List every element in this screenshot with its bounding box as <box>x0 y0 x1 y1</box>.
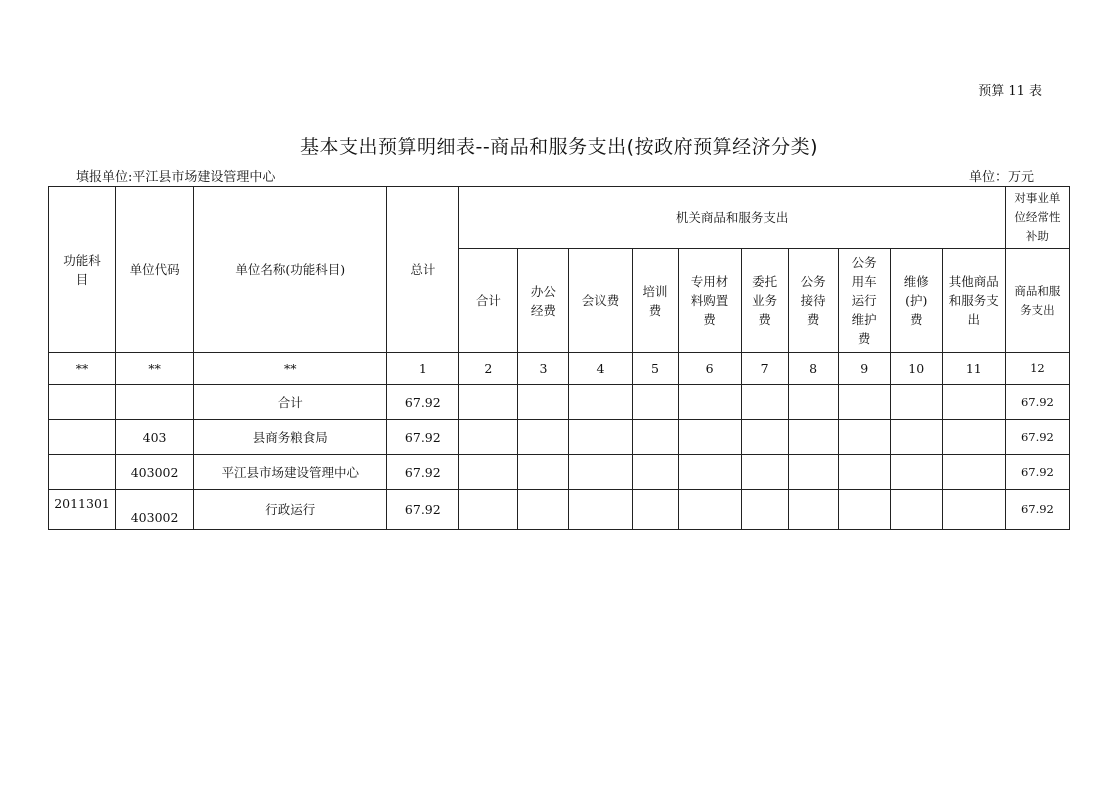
cell-value <box>518 455 569 490</box>
cell-total: 67.92 <box>387 455 459 490</box>
cell-value <box>741 490 788 530</box>
cell-value <box>632 455 678 490</box>
index-cell: 10 <box>890 353 942 385</box>
cell-value <box>459 385 518 420</box>
cell-value <box>518 420 569 455</box>
index-cell: 6 <box>678 353 741 385</box>
cell-func <box>49 490 116 530</box>
header-col-repair: 维修(护)费 <box>890 249 942 353</box>
index-cell: 5 <box>632 353 678 385</box>
cell-value <box>741 385 788 420</box>
cell-value <box>942 385 1005 420</box>
budget-table <box>48 186 1070 530</box>
cell-value <box>890 455 942 490</box>
index-row <box>49 353 1070 385</box>
cell-code <box>116 490 194 530</box>
cell-name: 县商务粮食局 <box>194 420 387 455</box>
table-row <box>49 420 1070 455</box>
cell-value <box>788 490 838 530</box>
cell-subsidy: 67.92 <box>1005 385 1069 420</box>
cell-value <box>518 490 569 530</box>
cell-value <box>518 385 569 420</box>
index-cell: 8 <box>788 353 838 385</box>
cell-value <box>890 420 942 455</box>
index-cell: 1 <box>387 353 459 385</box>
cell-value <box>569 385 632 420</box>
header-unit-name: 单位名称(功能科目) <box>194 187 387 353</box>
cell-value <box>678 420 741 455</box>
index-cell: 3 <box>518 353 569 385</box>
cell-value <box>678 385 741 420</box>
cell-value <box>741 420 788 455</box>
cell-value <box>459 420 518 455</box>
cell-value <box>890 490 942 530</box>
header-col-other: 其他商品和服务支出 <box>942 249 1005 353</box>
cell-value <box>942 490 1005 530</box>
cell-value <box>942 455 1005 490</box>
index-cell: ** <box>116 353 194 385</box>
form-number: 预算 11 表 <box>978 84 1042 99</box>
filling-unit: 填报单位:平江县市场建设管理中心 <box>76 170 276 185</box>
cell-total: 67.92 <box>387 385 459 420</box>
cell-name: 行政运行 <box>194 490 387 530</box>
header-func-subject: 功能科目 <box>49 187 116 353</box>
page-title: 基本支出预算明细表--商品和服务支出(按政府预算经济分类) <box>299 136 819 158</box>
cell-value <box>942 420 1005 455</box>
header-col-goods-services: 商品和服务支出 <box>1005 249 1069 353</box>
table-row <box>49 490 1070 530</box>
cell-subsidy: 67.92 <box>1005 420 1069 455</box>
header-unit-code: 单位代码 <box>116 187 194 353</box>
table-row <box>49 385 1070 420</box>
cell-value <box>569 420 632 455</box>
header-row-1 <box>49 187 1070 249</box>
cell-code-text: 403002 <box>130 510 179 525</box>
cell-total: 67.92 <box>387 420 459 455</box>
cell-func <box>49 420 116 455</box>
cell-value <box>569 455 632 490</box>
cell-total: 67.92 <box>387 490 459 530</box>
header-col-materials: 专用材料购置费 <box>678 249 741 353</box>
header-col-reception: 公务接待费 <box>788 249 838 353</box>
index-cell: 7 <box>741 353 788 385</box>
cell-value <box>678 455 741 490</box>
header-col-subtotal: 合计 <box>459 249 518 353</box>
money-unit: 单位：万元 <box>968 170 1034 185</box>
index-cell: 12 <box>1005 353 1069 385</box>
cell-value <box>788 455 838 490</box>
cell-func <box>49 385 116 420</box>
table-row <box>49 455 1070 490</box>
header-total: 总计 <box>387 187 459 353</box>
cell-value <box>632 420 678 455</box>
index-cell: 4 <box>569 353 632 385</box>
cell-value <box>838 490 890 530</box>
cell-code: 403 <box>116 420 194 455</box>
cell-name: 合计 <box>194 385 387 420</box>
index-cell: 9 <box>838 353 890 385</box>
cell-value <box>838 455 890 490</box>
index-cell: 11 <box>942 353 1005 385</box>
cell-value <box>741 455 788 490</box>
cell-value <box>459 490 518 530</box>
cell-value <box>838 420 890 455</box>
cell-subsidy: 67.92 <box>1005 455 1069 490</box>
header-org-goods-services: 机关商品和服务支出 <box>459 187 1005 249</box>
cell-name: 平江县市场建设管理中心 <box>194 455 387 490</box>
cell-value <box>890 385 942 420</box>
index-cell: ** <box>49 353 116 385</box>
cell-value <box>569 490 632 530</box>
cell-code <box>116 385 194 420</box>
header-col-office: 办公经费 <box>518 249 569 353</box>
cell-value <box>788 385 838 420</box>
cell-value <box>632 385 678 420</box>
cell-value <box>678 490 741 530</box>
cell-value <box>632 490 678 530</box>
index-cell: 2 <box>459 353 518 385</box>
cell-func-text: 2011301 <box>54 496 110 511</box>
cell-subsidy: 67.92 <box>1005 490 1069 530</box>
header-col-commission: 委托业务费 <box>741 249 788 353</box>
header-col-vehicle: 公务用车运行维护费 <box>838 249 890 353</box>
cell-code: 403002 <box>116 455 194 490</box>
cell-value <box>459 455 518 490</box>
header-subsidy: 对事业单位经常性补助 <box>1005 187 1069 249</box>
cell-value <box>788 420 838 455</box>
index-cell: ** <box>194 353 387 385</box>
header-col-meeting: 会议费 <box>569 249 632 353</box>
header-col-training: 培训费 <box>632 249 678 353</box>
cell-func <box>49 455 116 490</box>
cell-value <box>838 385 890 420</box>
